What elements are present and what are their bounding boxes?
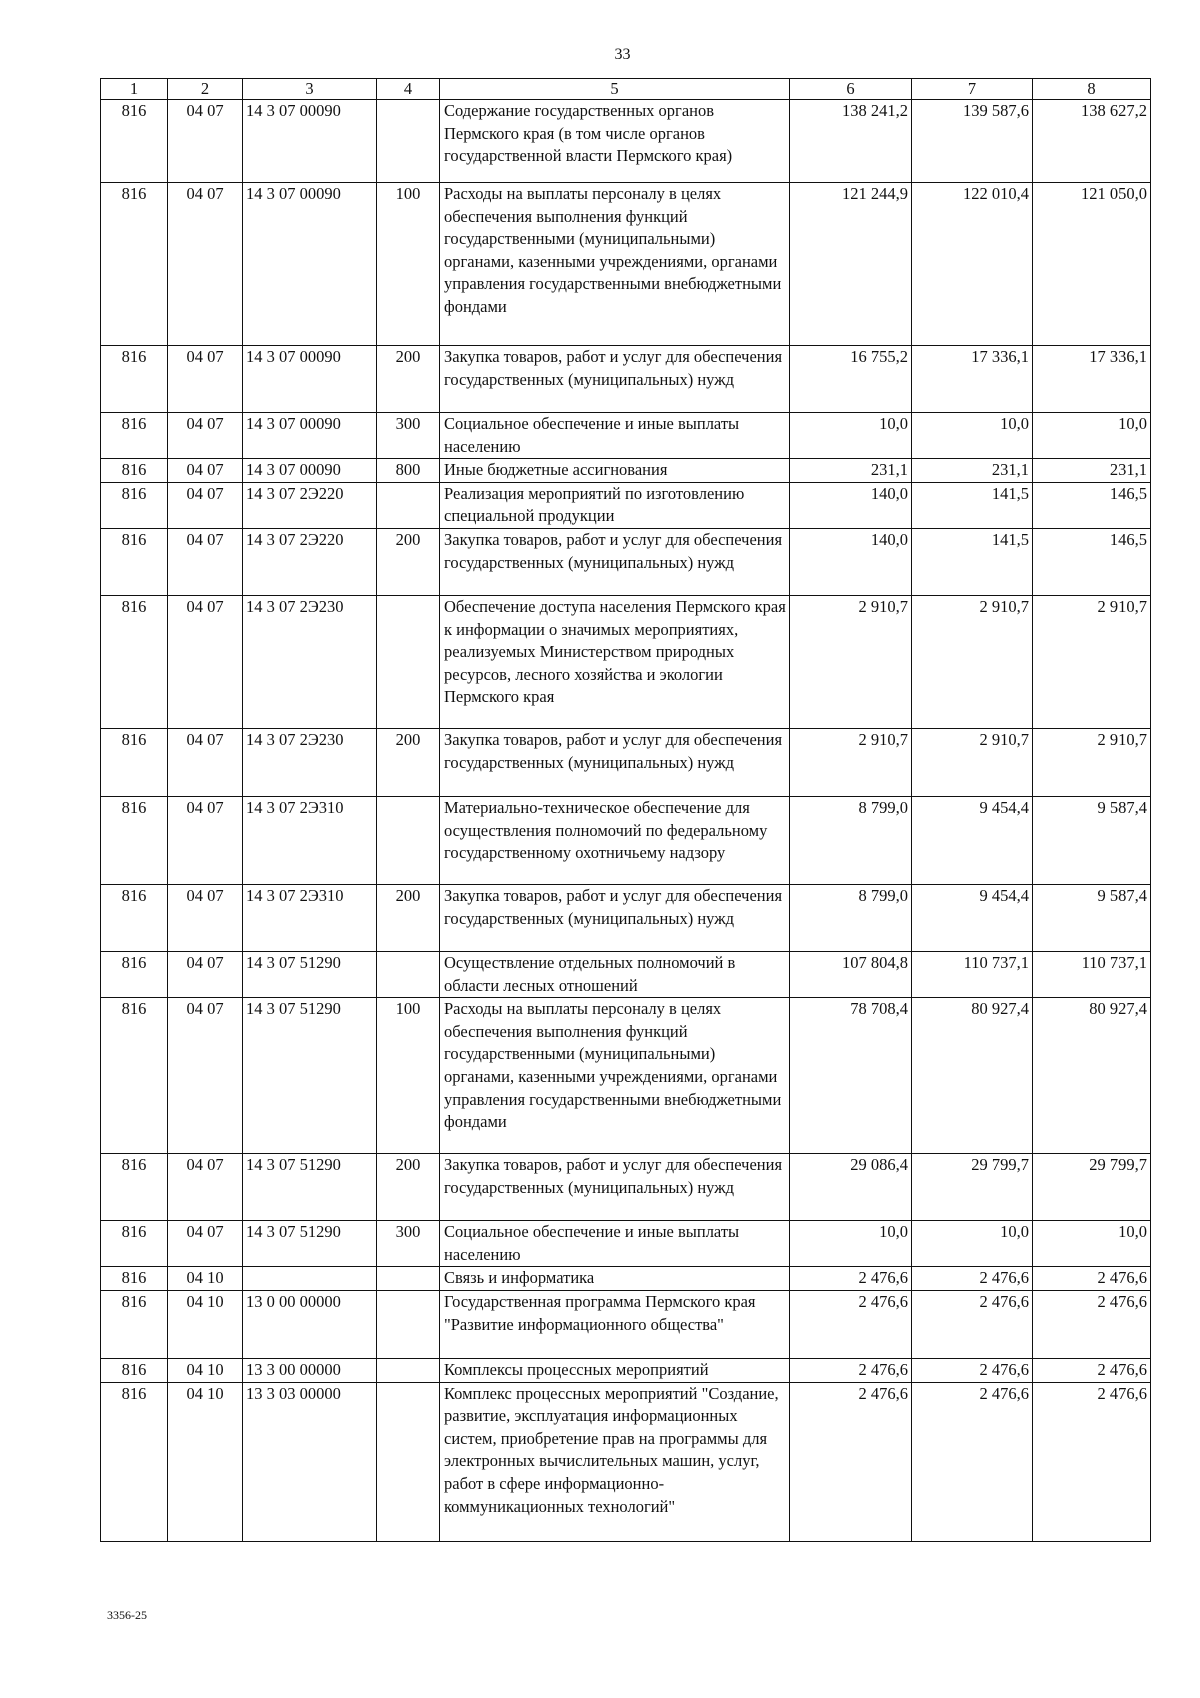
budget-table xyxy=(100,78,1151,1542)
cell-expense-type xyxy=(377,951,440,997)
cell-amount-col8: 138 627,2 xyxy=(1033,100,1151,183)
document-code: 3356-25 xyxy=(107,1608,147,1622)
table-row xyxy=(101,796,1151,884)
cell-description: Социальное обеспечение и иные выплаты населению xyxy=(440,413,790,459)
cell-target-article: 13 0 00 00000 xyxy=(243,1290,377,1358)
cell-section: 04 10 xyxy=(168,1382,243,1541)
cell-amount-col8: 121 050,0 xyxy=(1033,183,1151,346)
cell-section: 04 07 xyxy=(168,728,243,796)
table-row xyxy=(101,998,1151,1154)
cell-section: 04 07 xyxy=(168,482,243,528)
cell-amount-col7: 122 010,4 xyxy=(912,183,1033,346)
cell-budget-code: 816 xyxy=(101,346,168,413)
cell-amount-col6: 8 799,0 xyxy=(790,796,912,884)
cell-amount-col8: 2 476,6 xyxy=(1033,1358,1151,1382)
table-row xyxy=(101,1290,1151,1358)
cell-budget-code: 816 xyxy=(101,998,168,1154)
cell-amount-col6: 2 910,7 xyxy=(790,728,912,796)
cell-amount-col7: 2 910,7 xyxy=(912,595,1033,728)
cell-budget-code: 816 xyxy=(101,1154,168,1221)
cell-amount-col8: 2 476,6 xyxy=(1033,1382,1151,1541)
cell-expense-type xyxy=(377,1358,440,1382)
cell-description: Закупка товаров, работ и услуг для обеспечения государственных (муниципальных) нужд xyxy=(440,528,790,595)
cell-expense-type xyxy=(377,1290,440,1358)
table-row xyxy=(101,728,1151,796)
cell-section: 04 07 xyxy=(168,1154,243,1221)
cell-expense-type xyxy=(377,796,440,884)
cell-target-article: 14 3 07 00090 xyxy=(243,100,377,183)
cell-expense-type: 200 xyxy=(377,728,440,796)
cell-section: 04 07 xyxy=(168,459,243,483)
cell-expense-type xyxy=(377,482,440,528)
cell-target-article: 14 3 07 00090 xyxy=(243,413,377,459)
cell-target-article: 14 3 07 00090 xyxy=(243,459,377,483)
header-col-6: 6 xyxy=(790,79,912,100)
cell-budget-code: 816 xyxy=(101,183,168,346)
cell-description: Реализация мероприятий по изготовлению специальной продукции xyxy=(440,482,790,528)
cell-amount-col6: 107 804,8 xyxy=(790,951,912,997)
cell-amount-col7: 141,5 xyxy=(912,482,1033,528)
cell-target-article: 14 3 07 51290 xyxy=(243,951,377,997)
header-col-1: 1 xyxy=(101,79,168,100)
cell-description: Закупка товаров, работ и услуг для обеспечения государственных (муниципальных) нужд xyxy=(440,1154,790,1221)
cell-amount-col6: 2 476,6 xyxy=(790,1358,912,1382)
cell-description: Закупка товаров, работ и услуг для обеспечения государственных (муниципальных) нужд xyxy=(440,884,790,951)
cell-target-article: 14 3 07 2Э230 xyxy=(243,728,377,796)
cell-section: 04 07 xyxy=(168,595,243,728)
cell-amount-col6: 8 799,0 xyxy=(790,884,912,951)
cell-target-article xyxy=(243,1267,377,1291)
cell-amount-col6: 2 476,6 xyxy=(790,1382,912,1541)
cell-section: 04 07 xyxy=(168,346,243,413)
cell-description: Иные бюджетные ассигнования xyxy=(440,459,790,483)
cell-expense-type: 200 xyxy=(377,346,440,413)
cell-amount-col6: 140,0 xyxy=(790,482,912,528)
cell-amount-col8: 17 336,1 xyxy=(1033,346,1151,413)
cell-amount-col7: 80 927,4 xyxy=(912,998,1033,1154)
cell-amount-col6: 138 241,2 xyxy=(790,100,912,183)
cell-amount-col7: 110 737,1 xyxy=(912,951,1033,997)
cell-budget-code: 816 xyxy=(101,100,168,183)
table-row xyxy=(101,528,1151,595)
cell-description: Материально-техническое обеспечение для осуществления полномочий по федеральному государственному охотничьему надзору xyxy=(440,796,790,884)
header-col-4: 4 xyxy=(377,79,440,100)
cell-amount-col7: 2 476,6 xyxy=(912,1382,1033,1541)
cell-target-article: 14 3 07 51290 xyxy=(243,1154,377,1221)
cell-section: 04 07 xyxy=(168,998,243,1154)
cell-amount-col8: 2 476,6 xyxy=(1033,1267,1151,1291)
cell-amount-col6: 231,1 xyxy=(790,459,912,483)
cell-amount-col6: 2 476,6 xyxy=(790,1267,912,1291)
cell-expense-type: 300 xyxy=(377,413,440,459)
cell-budget-code: 816 xyxy=(101,728,168,796)
cell-budget-code: 816 xyxy=(101,482,168,528)
cell-expense-type: 200 xyxy=(377,1154,440,1221)
cell-section: 04 07 xyxy=(168,183,243,346)
cell-description: Закупка товаров, работ и услуг для обеспечения государственных (муниципальных) нужд xyxy=(440,346,790,413)
cell-amount-col8: 2 910,7 xyxy=(1033,728,1151,796)
cell-expense-type: 300 xyxy=(377,1221,440,1267)
cell-amount-col6: 10,0 xyxy=(790,1221,912,1267)
table-row xyxy=(101,459,1151,483)
table-row xyxy=(101,482,1151,528)
cell-description: Закупка товаров, работ и услуг для обеспечения государственных (муниципальных) нужд xyxy=(440,728,790,796)
cell-budget-code: 816 xyxy=(101,459,168,483)
cell-amount-col7: 2 910,7 xyxy=(912,728,1033,796)
cell-budget-code: 816 xyxy=(101,796,168,884)
cell-amount-col8: 231,1 xyxy=(1033,459,1151,483)
table-row xyxy=(101,951,1151,997)
cell-description: Расходы на выплаты персоналу в целях обеспечения выполнения функций государственными (муниципальными) органами, казенными учреждениями, органами управления государственными внебюджетными фондами xyxy=(440,998,790,1154)
cell-section: 04 07 xyxy=(168,100,243,183)
cell-budget-code: 816 xyxy=(101,528,168,595)
cell-expense-type xyxy=(377,595,440,728)
cell-section: 04 10 xyxy=(168,1267,243,1291)
cell-amount-col8: 29 799,7 xyxy=(1033,1154,1151,1221)
cell-amount-col6: 10,0 xyxy=(790,413,912,459)
cell-budget-code: 816 xyxy=(101,413,168,459)
cell-amount-col7: 9 454,4 xyxy=(912,884,1033,951)
cell-amount-col6: 2 910,7 xyxy=(790,595,912,728)
cell-amount-col7: 141,5 xyxy=(912,528,1033,595)
cell-target-article: 14 3 07 51290 xyxy=(243,998,377,1154)
cell-amount-col6: 78 708,4 xyxy=(790,998,912,1154)
cell-expense-type xyxy=(377,1267,440,1291)
cell-section: 04 10 xyxy=(168,1290,243,1358)
cell-amount-col8: 2 910,7 xyxy=(1033,595,1151,728)
table-row xyxy=(101,1267,1151,1291)
cell-target-article: 14 3 07 2Э310 xyxy=(243,796,377,884)
page-number: 33 xyxy=(614,46,631,63)
cell-target-article: 13 3 03 00000 xyxy=(243,1382,377,1541)
cell-budget-code: 816 xyxy=(101,595,168,728)
cell-amount-col7: 17 336,1 xyxy=(912,346,1033,413)
cell-description: Комплексы процессных мероприятий xyxy=(440,1358,790,1382)
cell-target-article: 14 3 07 2Э230 xyxy=(243,595,377,728)
cell-amount-col8: 2 476,6 xyxy=(1033,1290,1151,1358)
cell-amount-col7: 29 799,7 xyxy=(912,1154,1033,1221)
cell-expense-type xyxy=(377,1382,440,1541)
cell-amount-col7: 10,0 xyxy=(912,413,1033,459)
cell-amount-col7: 10,0 xyxy=(912,1221,1033,1267)
cell-budget-code: 816 xyxy=(101,1221,168,1267)
cell-budget-code: 816 xyxy=(101,1382,168,1541)
cell-amount-col7: 231,1 xyxy=(912,459,1033,483)
table-row xyxy=(101,595,1151,728)
cell-amount-col7: 2 476,6 xyxy=(912,1290,1033,1358)
cell-expense-type: 200 xyxy=(377,884,440,951)
cell-expense-type: 100 xyxy=(377,183,440,346)
cell-amount-col6: 16 755,2 xyxy=(790,346,912,413)
table-row xyxy=(101,884,1151,951)
cell-description: Социальное обеспечение и иные выплаты населению xyxy=(440,1221,790,1267)
cell-budget-code: 816 xyxy=(101,1358,168,1382)
cell-amount-col8: 9 587,4 xyxy=(1033,796,1151,884)
header-col-2: 2 xyxy=(168,79,243,100)
table-row xyxy=(101,413,1151,459)
cell-section: 04 07 xyxy=(168,413,243,459)
cell-description: Комплекс процессных мероприятий "Создание, развитие, эксплуатация информационных систем, приобретение прав на программы для электронных вычислительных машин, услуг, работ в сфере информационно-коммуникационных технологий" xyxy=(440,1382,790,1541)
cell-target-article: 14 3 07 00090 xyxy=(243,346,377,413)
cell-expense-type: 200 xyxy=(377,528,440,595)
cell-section: 04 07 xyxy=(168,884,243,951)
cell-amount-col7: 139 587,6 xyxy=(912,100,1033,183)
cell-amount-col8: 80 927,4 xyxy=(1033,998,1151,1154)
cell-amount-col8: 9 587,4 xyxy=(1033,884,1151,951)
cell-target-article: 14 3 07 51290 xyxy=(243,1221,377,1267)
table-row xyxy=(101,1382,1151,1541)
cell-amount-col8: 146,5 xyxy=(1033,482,1151,528)
header-col-3: 3 xyxy=(243,79,377,100)
table-row xyxy=(101,183,1151,346)
cell-amount-col6: 140,0 xyxy=(790,528,912,595)
cell-amount-col6: 121 244,9 xyxy=(790,183,912,346)
cell-expense-type: 100 xyxy=(377,998,440,1154)
cell-budget-code: 816 xyxy=(101,1290,168,1358)
cell-amount-col6: 29 086,4 xyxy=(790,1154,912,1221)
cell-description: Осуществление отдельных полномочий в области лесных отношений xyxy=(440,951,790,997)
table-row xyxy=(101,100,1151,183)
table-row xyxy=(101,1221,1151,1267)
cell-amount-col7: 9 454,4 xyxy=(912,796,1033,884)
table-row xyxy=(101,1154,1151,1221)
header-row xyxy=(101,79,1151,100)
cell-section: 04 07 xyxy=(168,528,243,595)
cell-amount-col8: 146,5 xyxy=(1033,528,1151,595)
cell-target-article: 14 3 07 2Э220 xyxy=(243,528,377,595)
cell-target-article: 14 3 07 2Э220 xyxy=(243,482,377,528)
cell-description: Расходы на выплаты персоналу в целях обеспечения выполнения функций государственными (муниципальными) органами, казенными учреждениями, органами управления государственными внебюджетными фондами xyxy=(440,183,790,346)
cell-description: Содержание государственных органов Пермского края (в том числе органов государственной власти Пермского края) xyxy=(440,100,790,183)
cell-section: 04 07 xyxy=(168,796,243,884)
cell-description: Обеспечение доступа населения Пермского края к информации о значимых мероприятиях, реализуемых Министерством природных ресурсов, лесного хозяйства и экологии Пермского края xyxy=(440,595,790,728)
cell-target-article: 14 3 07 00090 xyxy=(243,183,377,346)
cell-amount-col8: 110 737,1 xyxy=(1033,951,1151,997)
cell-section: 04 07 xyxy=(168,951,243,997)
cell-budget-code: 816 xyxy=(101,884,168,951)
table-row xyxy=(101,346,1151,413)
cell-description: Связь и информатика xyxy=(440,1267,790,1291)
cell-amount-col6: 2 476,6 xyxy=(790,1290,912,1358)
cell-budget-code: 816 xyxy=(101,951,168,997)
cell-amount-col8: 10,0 xyxy=(1033,1221,1151,1267)
table-row xyxy=(101,1358,1151,1382)
cell-amount-col8: 10,0 xyxy=(1033,413,1151,459)
cell-expense-type: 800 xyxy=(377,459,440,483)
cell-section: 04 10 xyxy=(168,1358,243,1382)
cell-section: 04 07 xyxy=(168,1221,243,1267)
header-col-7: 7 xyxy=(912,79,1033,100)
cell-expense-type xyxy=(377,100,440,183)
cell-target-article: 13 3 00 00000 xyxy=(243,1358,377,1382)
cell-target-article: 14 3 07 2Э310 xyxy=(243,884,377,951)
header-col-5: 5 xyxy=(440,79,790,100)
cell-budget-code: 816 xyxy=(101,1267,168,1291)
cell-amount-col7: 2 476,6 xyxy=(912,1267,1033,1291)
header-col-8: 8 xyxy=(1033,79,1151,100)
cell-amount-col7: 2 476,6 xyxy=(912,1358,1033,1382)
cell-description: Государственная программа Пермского края "Развитие информационного общества" xyxy=(440,1290,790,1358)
